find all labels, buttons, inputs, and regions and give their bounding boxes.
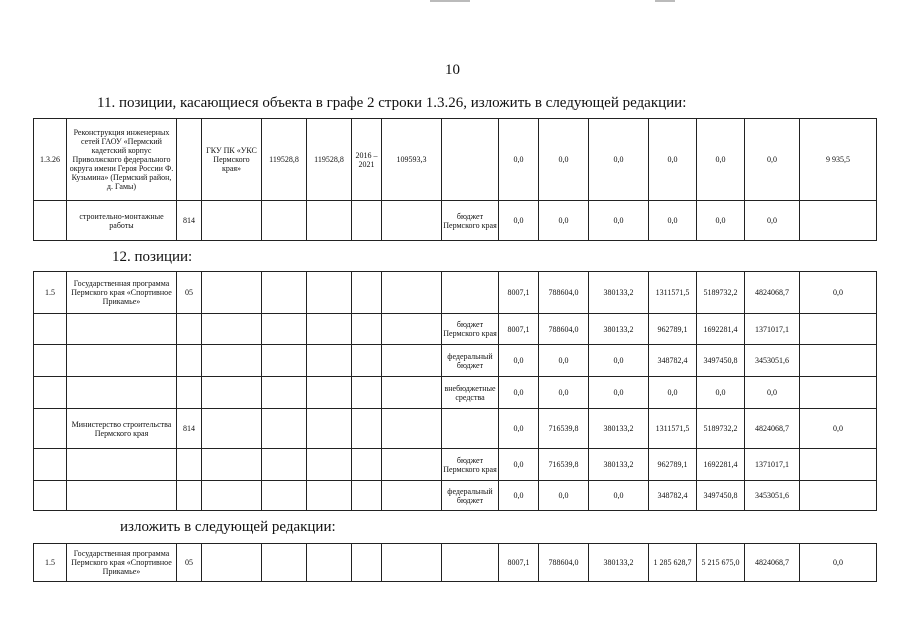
table-cell bbox=[34, 449, 67, 481]
table-cell: 119528,8 bbox=[307, 119, 352, 201]
table-cell: 0,0 bbox=[499, 345, 539, 377]
table-cell: 0,0 bbox=[649, 377, 697, 409]
table-cell: 05 bbox=[177, 272, 202, 314]
table-cell: 3453051,6 bbox=[745, 345, 800, 377]
table-cell: 3497450,8 bbox=[697, 481, 745, 511]
table-cell: 0,0 bbox=[499, 409, 539, 449]
table-section-12 bbox=[33, 271, 877, 511]
table-cell: 1.5 bbox=[34, 544, 67, 582]
table-cell bbox=[34, 201, 67, 241]
table-cell bbox=[67, 377, 177, 409]
table-cell: 8007,1 bbox=[499, 544, 539, 582]
table-cell: 0,0 bbox=[589, 201, 649, 241]
table-cell bbox=[34, 314, 67, 345]
table-cell: 0,0 bbox=[649, 201, 697, 241]
table-cell bbox=[262, 314, 307, 345]
section-12-heading: 12. позиции: bbox=[112, 249, 193, 265]
table-cell: внебюджетные средства bbox=[442, 377, 499, 409]
table-cell bbox=[262, 272, 307, 314]
table-cell bbox=[352, 377, 382, 409]
table-row bbox=[34, 481, 877, 511]
table-cell: 8007,1 bbox=[499, 272, 539, 314]
table-cell: 0,0 bbox=[589, 119, 649, 201]
table-cell: 0,0 bbox=[589, 481, 649, 511]
table-cell: Государственная программа Пермского края «Спортивное Прикамье» bbox=[67, 544, 177, 582]
table-cell bbox=[352, 409, 382, 449]
table-cell bbox=[352, 481, 382, 511]
table-row bbox=[34, 377, 877, 409]
table-cell: 348782,4 bbox=[649, 345, 697, 377]
table-cell bbox=[202, 544, 262, 582]
table-cell: 0,0 bbox=[589, 377, 649, 409]
table-cell: 0,0 bbox=[697, 119, 745, 201]
table-cell: 0,0 bbox=[539, 201, 589, 241]
table-cell: 0,0 bbox=[800, 544, 877, 582]
table-cell: федеральный бюджет bbox=[442, 481, 499, 511]
section-11-heading: 11. позиции, касающиеся объекта в графе 2 строки 1.3.26, изложить в следующей редакции: bbox=[97, 95, 687, 111]
table-cell bbox=[262, 481, 307, 511]
table-cell: 0,0 bbox=[499, 449, 539, 481]
table-cell bbox=[442, 544, 499, 582]
table-cell bbox=[67, 449, 177, 481]
table-cell bbox=[382, 544, 442, 582]
table-cell: 1371017,1 bbox=[745, 449, 800, 481]
table-row bbox=[34, 272, 877, 314]
table-cell: 1692281,4 bbox=[697, 449, 745, 481]
table-cell: 1311571,5 bbox=[649, 409, 697, 449]
table-cell bbox=[202, 272, 262, 314]
table-cell: 0,0 bbox=[745, 377, 800, 409]
table-cell: 380133,2 bbox=[589, 544, 649, 582]
table-cell bbox=[800, 201, 877, 241]
table-cell: 1 285 628,7 bbox=[649, 544, 697, 582]
table-cell: 0,0 bbox=[539, 345, 589, 377]
table-cell bbox=[34, 377, 67, 409]
table-cell: 0,0 bbox=[589, 345, 649, 377]
table-cell bbox=[382, 272, 442, 314]
table-cell: 962789,1 bbox=[649, 449, 697, 481]
table-cell: 0,0 bbox=[499, 119, 539, 201]
table-cell bbox=[800, 449, 877, 481]
table-cell: 0,0 bbox=[800, 272, 877, 314]
table-cell: 0,0 bbox=[539, 481, 589, 511]
table-cell: 1.5 bbox=[34, 272, 67, 314]
table-cell: 5189732,2 bbox=[697, 409, 745, 449]
section-13-heading: изложить в следующей редакции: bbox=[120, 519, 336, 535]
table-cell: 814 bbox=[177, 409, 202, 449]
table-cell bbox=[352, 314, 382, 345]
table-cell bbox=[177, 345, 202, 377]
table-cell bbox=[352, 345, 382, 377]
table-cell: 119528,8 bbox=[262, 119, 307, 201]
table-cell: Государственная программа Пермского края «Спортивное Прикамье» bbox=[67, 272, 177, 314]
table-cell: Реконструкция инженерных сетей ГАОУ «Пермский кадетский корпус Приволжского федерального округа имени Героя России Ф. Кузьмина» (Пермский район, д. Гамы) bbox=[67, 119, 177, 201]
table-section-11 bbox=[33, 118, 877, 241]
table-cell: 0,0 bbox=[499, 481, 539, 511]
table-cell bbox=[202, 201, 262, 241]
table-cell bbox=[382, 409, 442, 449]
table-cell: 9 935,5 bbox=[800, 119, 877, 201]
table-cell: 4824068,7 bbox=[745, 409, 800, 449]
table-cell bbox=[442, 272, 499, 314]
table-cell bbox=[67, 314, 177, 345]
table-cell bbox=[352, 544, 382, 582]
table-cell bbox=[307, 481, 352, 511]
table-cell: 0,0 bbox=[499, 377, 539, 409]
table-cell: 3453051,6 bbox=[745, 481, 800, 511]
table-row bbox=[34, 544, 877, 582]
table-cell bbox=[262, 377, 307, 409]
table-cell bbox=[382, 449, 442, 481]
table-cell: бюджет Пермского края bbox=[442, 449, 499, 481]
table-cell: 788604,0 bbox=[539, 314, 589, 345]
table-cell: 380133,2 bbox=[589, 272, 649, 314]
table-cell bbox=[34, 409, 67, 449]
table-section-13 bbox=[33, 543, 877, 582]
table-cell: 0,0 bbox=[745, 201, 800, 241]
table-cell bbox=[307, 345, 352, 377]
table-cell: 348782,4 bbox=[649, 481, 697, 511]
scan-artifact bbox=[655, 0, 675, 2]
table-cell bbox=[202, 314, 262, 345]
table-cell bbox=[307, 314, 352, 345]
table-cell: 4824068,7 bbox=[745, 544, 800, 582]
table-cell bbox=[382, 201, 442, 241]
table-cell: 1.3.26 bbox=[34, 119, 67, 201]
table-cell: 380133,2 bbox=[589, 409, 649, 449]
table-cell: бюджет Пермского края bbox=[442, 314, 499, 345]
table-cell bbox=[177, 377, 202, 409]
table-cell bbox=[202, 345, 262, 377]
table-row bbox=[34, 449, 877, 481]
table-cell bbox=[177, 481, 202, 511]
table-cell: Министерство строительства Пермского края bbox=[67, 409, 177, 449]
table-cell: 788604,0 bbox=[539, 544, 589, 582]
table-cell bbox=[262, 345, 307, 377]
table-cell bbox=[382, 377, 442, 409]
table-cell bbox=[307, 449, 352, 481]
table-cell: ГКУ ПК «УКС Пермского края» bbox=[202, 119, 262, 201]
table-cell bbox=[202, 377, 262, 409]
table-cell: 0,0 bbox=[697, 201, 745, 241]
table-cell bbox=[262, 544, 307, 582]
table-cell bbox=[442, 409, 499, 449]
table-cell bbox=[352, 272, 382, 314]
table-cell bbox=[177, 119, 202, 201]
table-cell bbox=[800, 345, 877, 377]
table-cell: 962789,1 bbox=[649, 314, 697, 345]
table-row bbox=[34, 201, 877, 241]
table-cell: 380133,2 bbox=[589, 314, 649, 345]
table-cell bbox=[67, 345, 177, 377]
table-cell bbox=[307, 544, 352, 582]
scan-artifact bbox=[430, 0, 470, 2]
table-cell bbox=[382, 481, 442, 511]
table-cell bbox=[177, 449, 202, 481]
table-cell bbox=[307, 201, 352, 241]
table-cell: 716539,8 bbox=[539, 449, 589, 481]
table-cell: 0,0 bbox=[697, 377, 745, 409]
table-cell bbox=[202, 481, 262, 511]
table-cell: 5 215 675,0 bbox=[697, 544, 745, 582]
page-number: 10 bbox=[445, 62, 460, 78]
table-cell: 1692281,4 bbox=[697, 314, 745, 345]
table-cell bbox=[352, 449, 382, 481]
table-cell: 3497450,8 bbox=[697, 345, 745, 377]
table-cell: 0,0 bbox=[539, 119, 589, 201]
table-cell bbox=[800, 481, 877, 511]
table-cell: строительно-монтажные работы bbox=[67, 201, 177, 241]
table-cell: 0,0 bbox=[745, 119, 800, 201]
table-cell: 5189732,2 bbox=[697, 272, 745, 314]
table-cell: 1311571,5 bbox=[649, 272, 697, 314]
table-cell bbox=[307, 272, 352, 314]
table-cell bbox=[177, 314, 202, 345]
table-cell bbox=[382, 345, 442, 377]
table-cell: 380133,2 bbox=[589, 449, 649, 481]
table-cell: 788604,0 bbox=[539, 272, 589, 314]
table-cell: 0,0 bbox=[499, 201, 539, 241]
table-cell bbox=[262, 201, 307, 241]
table-cell: 0,0 bbox=[539, 377, 589, 409]
table-cell bbox=[800, 377, 877, 409]
table-cell bbox=[34, 481, 67, 511]
table-row bbox=[34, 314, 877, 345]
table-row bbox=[34, 119, 877, 201]
table-cell bbox=[307, 409, 352, 449]
table-cell: 4824068,7 bbox=[745, 272, 800, 314]
table-cell: федеральный бюджет bbox=[442, 345, 499, 377]
table-cell bbox=[202, 409, 262, 449]
table-cell: 05 bbox=[177, 544, 202, 582]
table-cell bbox=[262, 409, 307, 449]
table-cell bbox=[34, 345, 67, 377]
table-cell bbox=[307, 377, 352, 409]
table-cell bbox=[352, 201, 382, 241]
table-cell: 2016 – 2021 bbox=[352, 119, 382, 201]
table-cell: 1371017,1 bbox=[745, 314, 800, 345]
table-cell: 814 bbox=[177, 201, 202, 241]
table-cell: 0,0 bbox=[800, 409, 877, 449]
table-row bbox=[34, 409, 877, 449]
table-row bbox=[34, 345, 877, 377]
table-cell bbox=[67, 481, 177, 511]
table-cell: 0,0 bbox=[649, 119, 697, 201]
table-cell bbox=[382, 314, 442, 345]
table-cell: 8007,1 bbox=[499, 314, 539, 345]
table-cell bbox=[442, 119, 499, 201]
table-cell bbox=[262, 449, 307, 481]
table-cell: 109593,3 bbox=[382, 119, 442, 201]
table-cell bbox=[800, 314, 877, 345]
table-cell: 716539,8 bbox=[539, 409, 589, 449]
table-cell: бюджет Пермского края bbox=[442, 201, 499, 241]
table-cell bbox=[202, 449, 262, 481]
